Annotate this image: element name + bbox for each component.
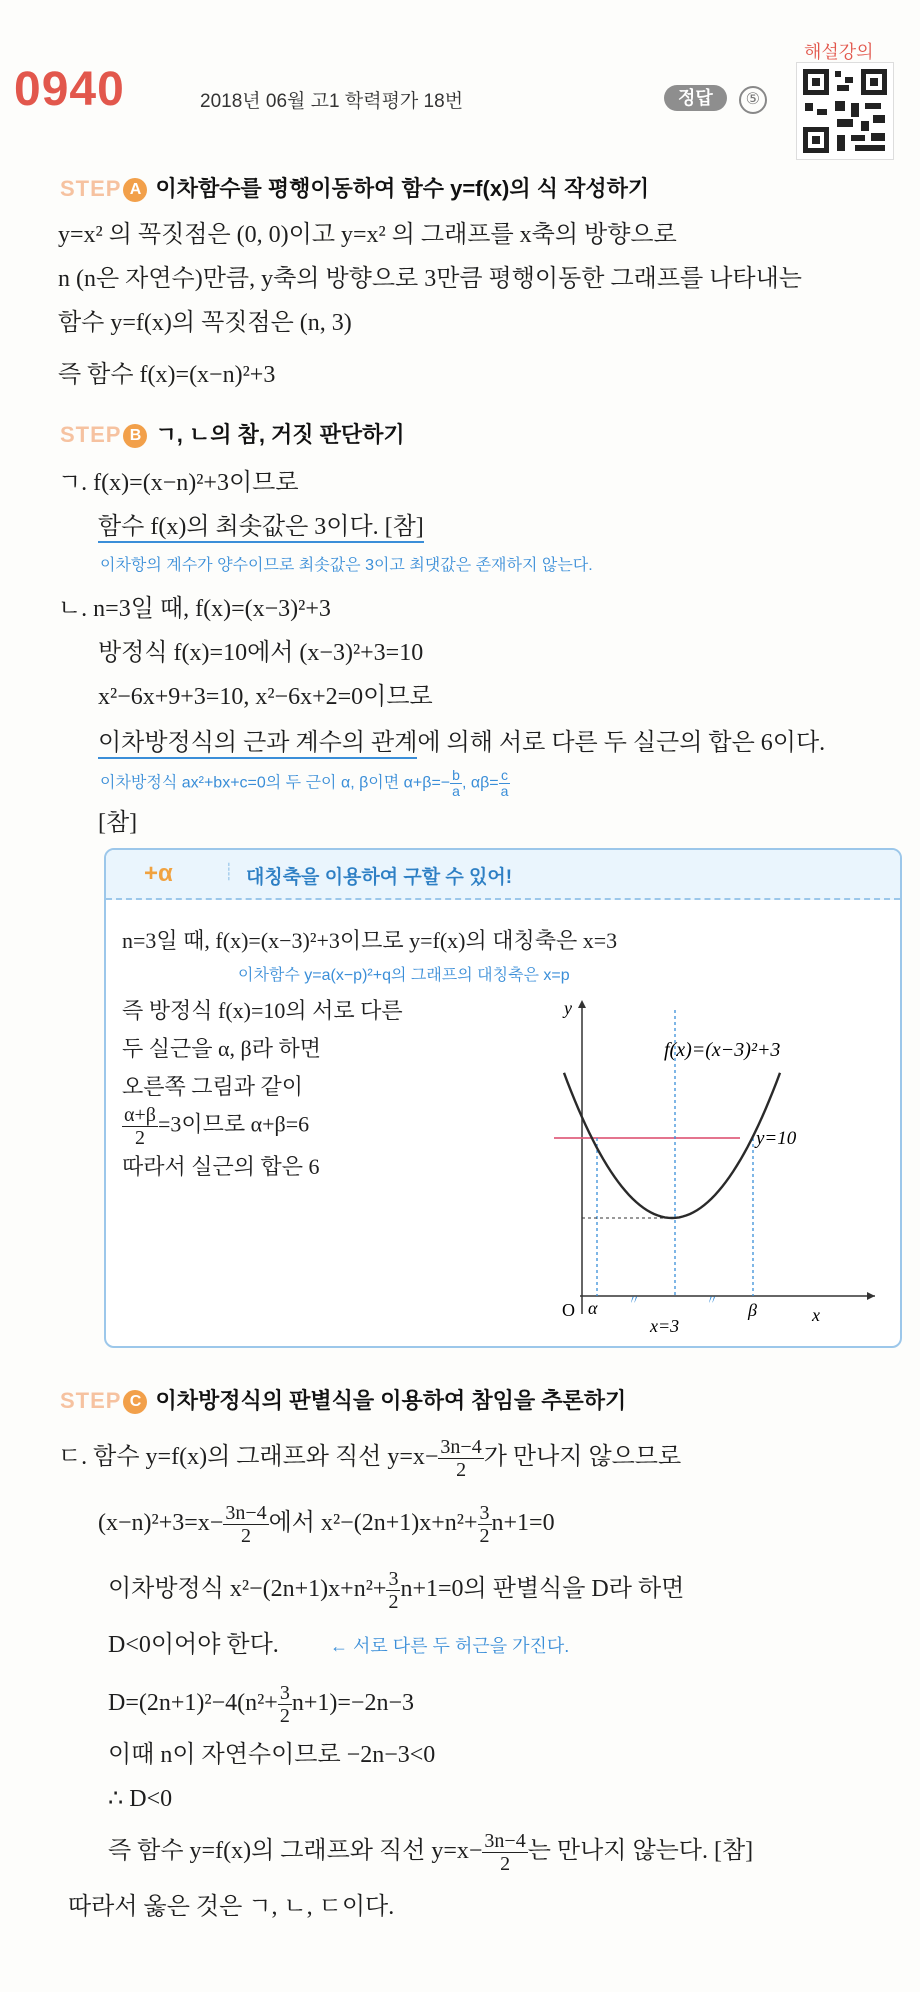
alpha-line: 두 실근을 α, β라 하면 [122,1036,321,1061]
frac-num: 3 [279,1682,290,1704]
equal-tick: 〃 [706,1293,719,1307]
text: ㄷ. 함수 y=f(x)의 그래프와 직선 y=x− [58,1444,439,1471]
statement-d-line: 이때 n이 자연수이므로 −2n−3<0 [108,1742,436,1768]
text: (x−n)²+3=x− [98,1510,224,1537]
alpha-line: 오른쪽 그림과 같이 [122,1074,304,1099]
origin-label: O [562,1300,575,1320]
statement-d-line [58,1436,681,1481]
parabola-graph [540,996,890,1336]
problem-number: 0940 [14,63,125,116]
statement-d-line [108,1830,753,1875]
y-axis-arrow [578,1000,586,1008]
step-a-line: y=x² 의 꼭짓점은 (0, 0)이고 y=x² 의 그래프를 x축의 방향으로 [58,222,677,248]
step-title: 이차함수를 평행이동하여 함수 y=f(x)의 식 작성하기 [155,176,650,201]
qr-label: 해설강의 [804,42,874,62]
statement-d-line [108,1682,414,1727]
step-a-line: 즉 함수 f(x)=(x−n)²+3 [58,362,276,388]
frac-den: 2 [500,1853,511,1875]
text: =3이므로 α+β=6 [157,1111,310,1137]
note-text: , αβ= [461,774,499,792]
hint-note: 이차항의 계수가 양수이므로 최솟값은 3이고 최댓값은 존재하지 않는다. [100,557,593,574]
step-c-heading [60,1384,626,1415]
statement-n-line: ㄴ. n=3일 때, f(x)=(x−3)²+3 [58,596,331,622]
text: 에 의해 서로 다른 두 실근의 합은 6이다. [417,730,826,756]
statement-d-line [98,1502,555,1547]
alpha-line: n=3일 때, f(x)=(x−3)²+3이므로 y=f(x)의 대칭축은 x=3 [122,928,618,953]
underlined-text: 함수 f(x)의 최솟값은 3이다. [참] [98,514,424,543]
frac-den: 2 [479,1525,490,1547]
step-letter-badge: B [123,424,147,448]
step-a-line: 함수 y=f(x)의 꼭짓점은 (n, 3) [58,310,352,336]
statement-d-line: D<0이어야 한다. [108,1632,279,1658]
statement-n-line [98,726,825,760]
statement-g-conclusion [98,510,424,544]
equal-tick: 〃 [628,1293,641,1307]
step-a-heading [60,172,649,203]
divider: ┊ [224,864,234,881]
statement-n-line: 방정식 f(x)=10에서 (x−3)²+3=10 [98,640,424,666]
plus-alpha-icon: +α [144,860,173,887]
frac-den: a [452,783,460,799]
step-title: ㄱ, ㄴ의 참, 거짓 판단하기 [155,422,405,447]
text: D=(2n+1)²−4(n²+ [108,1690,278,1717]
answer-area [664,84,767,114]
answer-badge: 정답 [664,85,727,111]
frac-den: 2 [388,1591,399,1613]
frac-den: 2 [240,1525,251,1547]
step-letter-badge: C [123,1390,147,1414]
alpha-tip-title: 대칭축을 이용하여 구할 수 있어! [246,867,513,888]
alpha-tip-header [106,850,900,900]
alpha-line [122,1104,309,1149]
alpha-line: 즉 방정식 f(x)=10의 서로 다른 [122,998,403,1023]
text: 에서 x²−(2n+1)x+n²+ [268,1510,478,1537]
frac-den: 2 [456,1459,467,1481]
qr-code-icon[interactable] [796,62,894,160]
alpha-label: α [588,1298,598,1318]
text: 는 만나지 않는다. [참] [527,1838,754,1865]
statement-n-verdict: [참] [98,810,138,836]
frac-den: a [500,783,509,799]
text: n+1)=−2n−3 [291,1690,414,1717]
final-answer-line: 따라서 옳은 것은 ㄱ, ㄴ, ㄷ이다. [68,1894,395,1920]
line-y10-label: y=10 [756,1128,797,1149]
frac-num: 3 [479,1502,490,1524]
step-title: 이차방정식의 판별식을 이용하여 참임을 추론하기 [155,1388,627,1413]
curve-label: f(x)=(x−3)²+3 [664,1039,781,1061]
frac-num: 3n−4 [484,1830,526,1852]
x-axis-arrow [867,1292,875,1300]
symmetry-label: x=3 [650,1316,680,1336]
step-tag: STEP [60,176,122,201]
text: n+1=0 [491,1510,555,1537]
text: 즉 함수 y=f(x)의 그래프와 직선 y=x− [108,1838,483,1865]
alpha-line: 따라서 실근의 합은 6 [122,1154,320,1179]
frac-num: 3n−4 [225,1502,267,1524]
statement-d-line [108,1568,684,1613]
answer-circle: ⑤ [739,86,767,114]
frac-num: α+β [124,1104,156,1126]
parabola-curve [564,1073,780,1218]
text: 이차방정식 x²−(2n+1)x+n²+ [108,1576,387,1603]
frac-num: b [452,767,460,783]
note-text: 이차방정식 ax²+bx+c=0의 두 근이 α, β이면 α+β=− [100,774,451,792]
frac-num: 3 [388,1568,399,1590]
step-a-line: n (n은 자연수)만큼, y축의 방향으로 3만큼 평행이동한 그래프를 나타내는 [58,266,802,292]
frac-num: 3n−4 [440,1436,482,1458]
frac-den: 2 [279,1705,290,1727]
step-letter-badge: A [123,178,147,202]
text: n+1=0의 판별식을 D라 하면 [400,1576,685,1603]
step-b-heading [60,418,405,449]
hint-note: ← 서로 다른 두 허근을 가진다. [330,1636,570,1656]
text: 가 만나지 않으므로 [483,1444,682,1471]
statement-g-line: ㄱ. f(x)=(x−n)²+3이므로 [58,470,299,496]
hint-note [100,768,510,799]
x-axis-label: x [812,1305,820,1325]
statement-d-line: ∴ D<0 [108,1786,173,1812]
problem-source: 2018년 06월 고1 학력평가 18번 [200,91,464,112]
step-tag: STEP [60,1388,122,1413]
underlined-text: 이차방정식의 근과 계수의 관계 [98,730,417,759]
y-axis-label: y [564,998,572,1018]
statement-n-line: x²−6x+9+3=10, x²−6x+2=0이므로 [98,684,433,710]
frac-den: 2 [134,1127,145,1149]
hint-note: 이차함수 y=a(x−p)²+q의 그래프의 대칭축은 x=p [238,967,570,984]
step-tag: STEP [60,422,122,447]
beta-label: β [748,1300,757,1320]
frac-num: c [499,768,511,784]
